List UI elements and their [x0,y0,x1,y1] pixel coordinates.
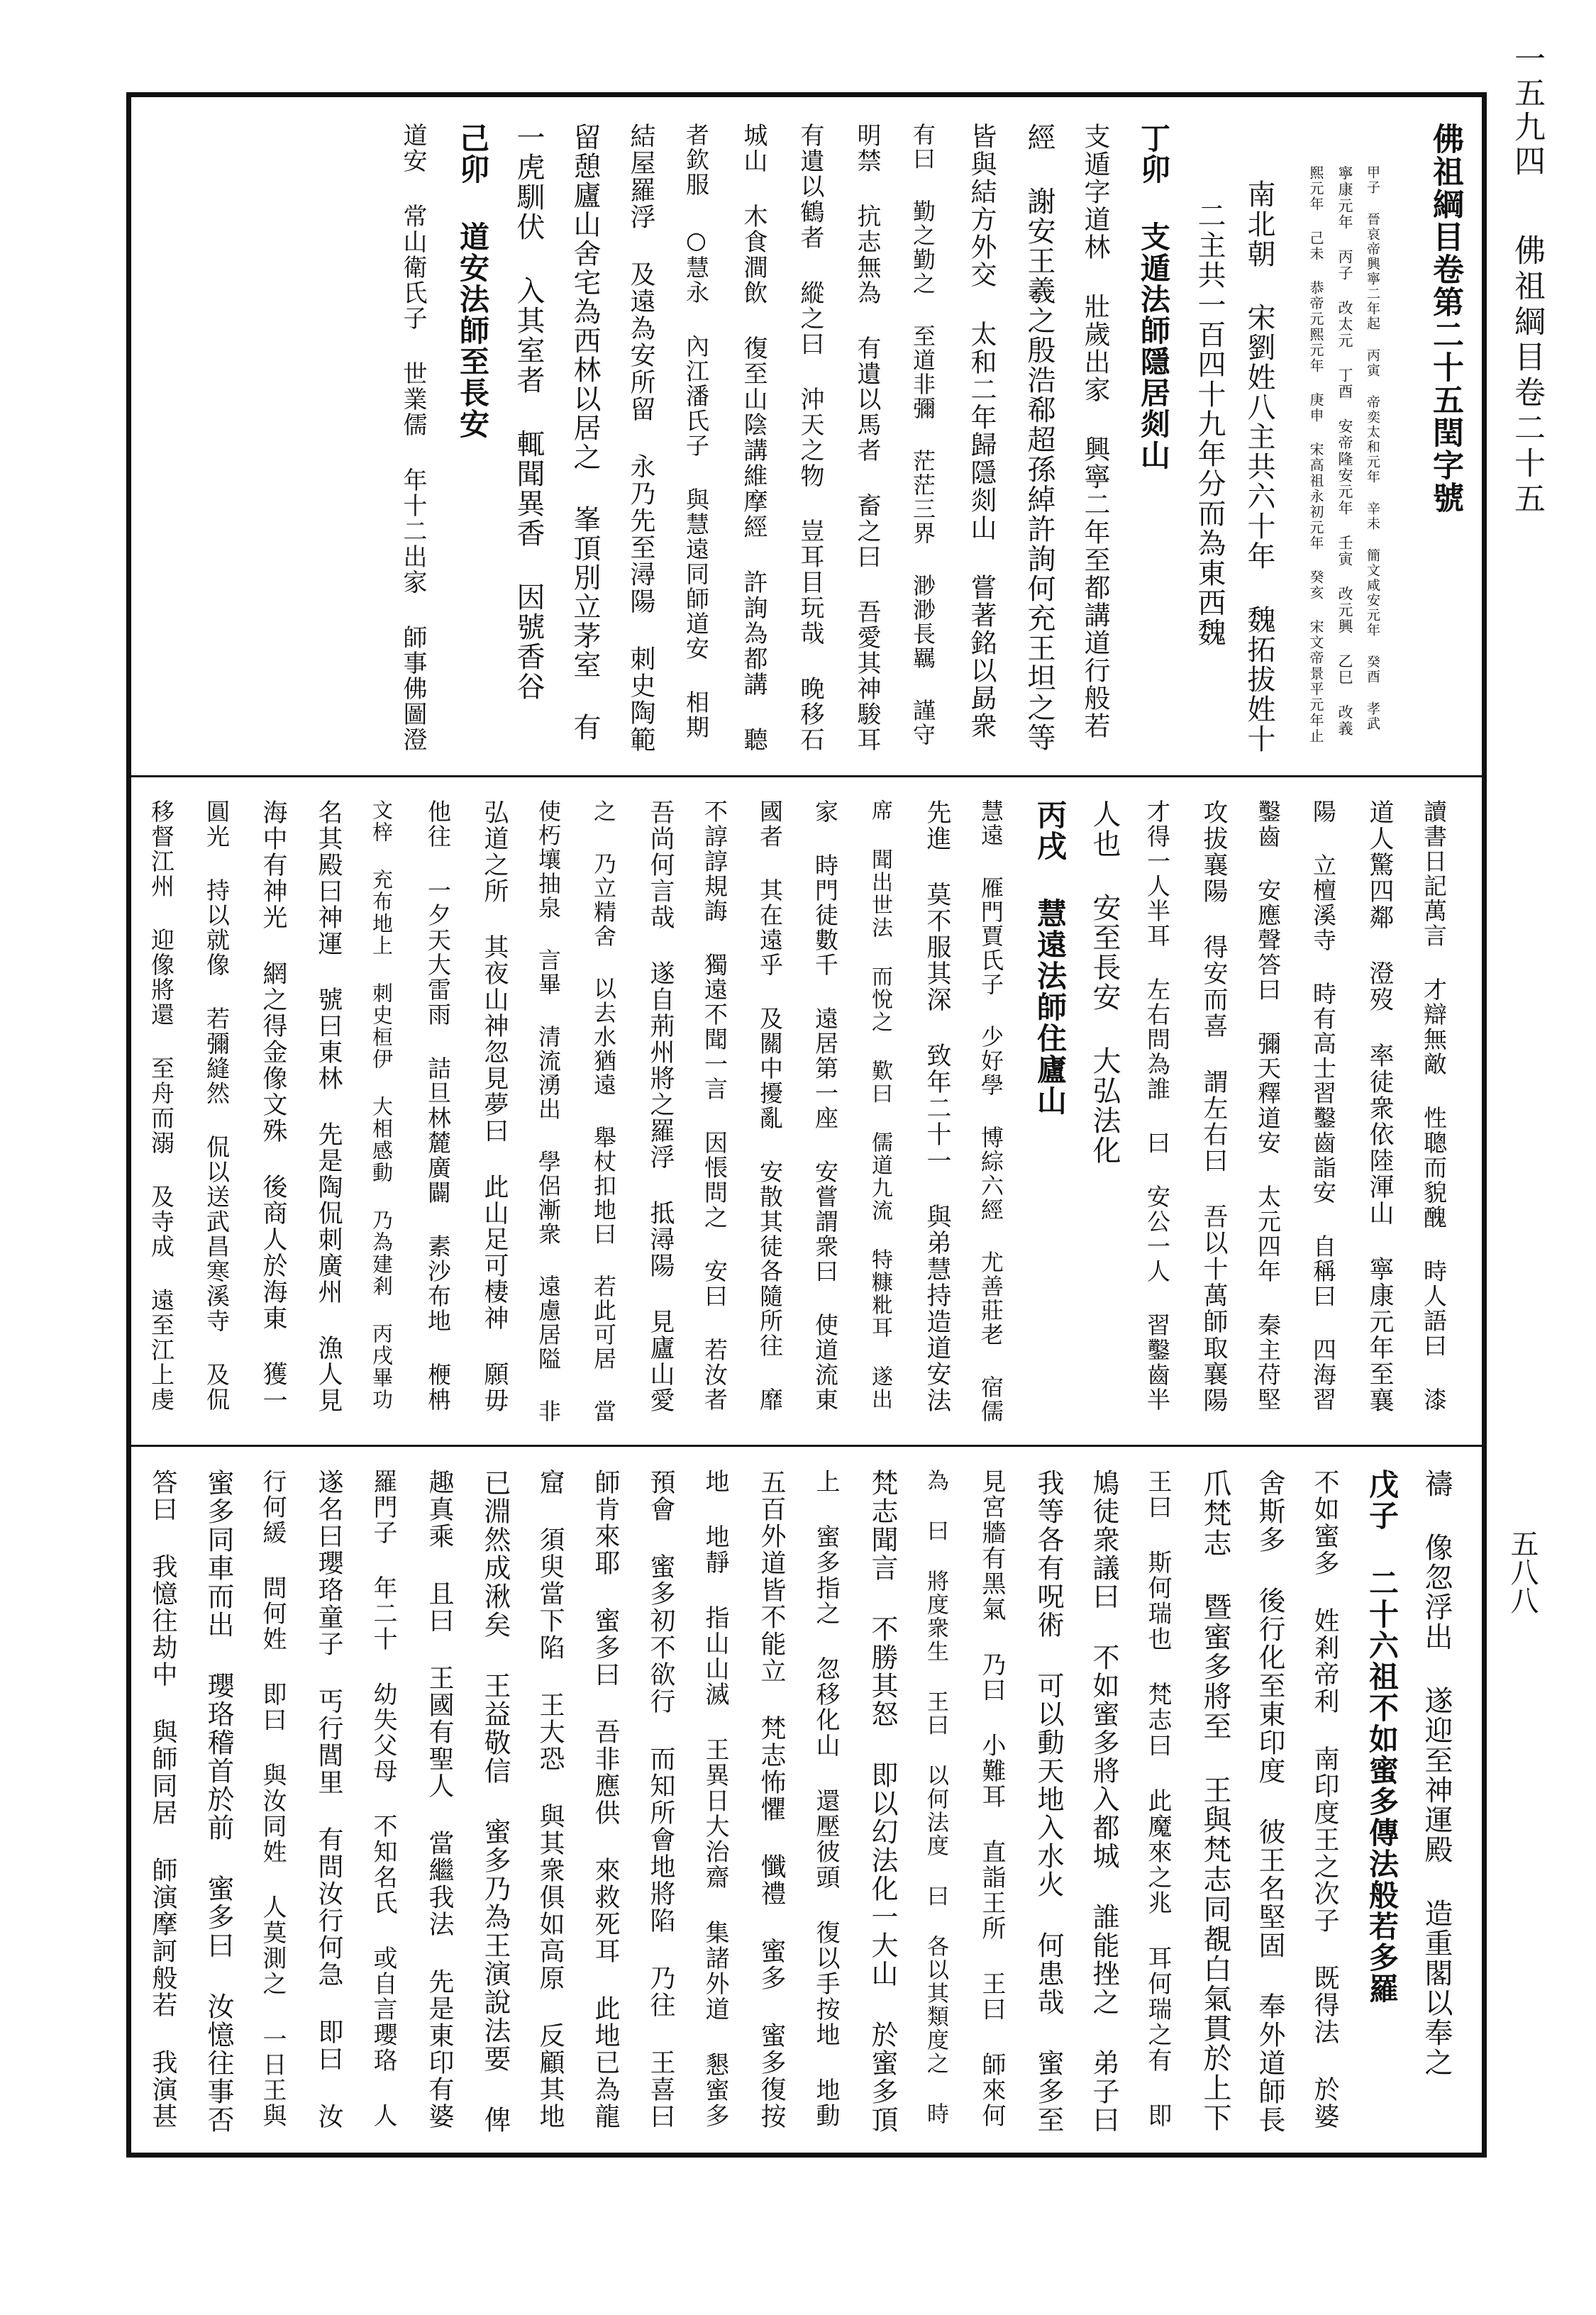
register-3 [145,1469,1479,2136]
text-column: 名其殿曰神運 號曰東林 先是陶侃刺廣州 漁人見 [314,799,343,1414]
text-column: 皆與結方外交 太和二年歸隱剡山 嘗著銘以勗衆 [966,123,997,740]
text-column: 文梓 充布地上 刺史桓伊 大相感動 乃為建剎 丙戌畢功 [370,799,394,1411]
text-column: 國者 其在遠乎 及關中擾亂 安散其徒各隨所往 靡 [756,799,784,1412]
text-column: 我等各有呪術 可以動天地入水火 何患哉 蜜多至 [1033,1469,1064,2134]
header-folio: 五八八 [1506,1529,1539,1614]
register-2 [145,799,1479,1423]
text-column: 不如蜜多 姓剎帝利 南印度王之次子 既得法 於婆 [1310,1469,1339,2130]
heading-column: 己卯 道安法師至長安 [455,123,490,440]
text-column: 五百外道皆不能立 梵志怖懼 懺禮 蜜多 蜜多復按 [757,1469,786,2130]
header-title: 佛祖綱目卷二十五 [1509,234,1545,518]
text-column: 使朽壤抽泉 言畢 清流湧出 學侶漸衆 遠慮居隘 非 [535,799,562,1423]
text-column: 他往 一夕天大雷雨 詰旦林麓廣闢 素沙布地 楩柟 [424,799,452,1412]
text-column: 舍斯多 後行化至東印度 彼王名堅固 奉外道師長 [1254,1469,1285,2134]
text-column: 席 聞出世法 而悅之 歎曰 儒道九流 特糠粃耳 遂出 [868,799,892,1411]
text-column: 甲子 晉哀帝興寧二年起 丙寅 帝奕太和元年 辛未 簡文咸安元年 癸酉 孝武 [1365,165,1380,731]
text-column: 道人驚四鄰 澄歿 率徒衆依陸渾山 寧康元年至襄 [1365,799,1394,1414]
text-column: 鳩徒衆議曰 不如蜜多將入都城 誰能挫之 弟子曰 [1088,1469,1119,2134]
text-column: 見宮牆有黑氣 乃曰 小難耳 直詣王所 王曰 師來何 [977,1469,1006,2128]
text-column: 結屋羅浮 及遠為安所留 永乃先至潯陽 刺史陶範 [626,123,655,753]
register-divider-1 [131,775,1482,777]
heading-column: 丁卯 支遁法師隱居剡山 [1136,123,1171,471]
text-column: 人也 安至長安 大弘法化 [1088,799,1121,1165]
text-column: 陽 立檀溪寺 時有高士習鑿齒詣安 自稱曰 四海習 [1309,799,1337,1412]
text-column: 攻拔襄陽 得安而喜 謂左右曰 吾以十萬師取襄陽 [1199,799,1228,1414]
text-column: 弘道之所 其夜山神忽見夢曰 此山足可棲神 願毋 [480,799,509,1414]
header-volume-page: 一五九四 [1509,43,1545,179]
text-column: 明禁 抗志無為 有遺以馬者 畜之曰 吾愛其神駿耳 [853,123,881,753]
text-column: 上 蜜多指之 忽移化山 還壓彼頭 復以手按地 地動 [811,1469,840,2128]
text-column: 留憩廬山舍宅為西林以居之 峯頂別立茅室 有 [569,123,601,742]
text-column: 城山 木食澗飲 復至山陰講維摩經 許詢為都講 聽 [739,123,767,753]
text-column: 南北朝 宋劉姓八主共六十年 魏拓拔姓十 [1243,179,1275,754]
text-column: 慧遠 雁門賈氏子 少好學 博綜六經 尤善莊老 宿儒 [977,799,1004,1423]
page-frame [126,92,1487,2158]
text-column: 禱 像忽浮出 遂迎至神運殿 造重閣以奉之 [1420,1469,1453,2077]
text-column: 支遁字道林 壯歲出家 興寧二年至都講道行般若 [1080,123,1110,740]
text-column: 王曰 斯何瑞也 梵志曰 此魔來之兆 耳何瑞之有 即 [1143,1469,1172,2128]
text-column: 二主共一百四十九年分而為東西魏 [1193,201,1226,648]
text-column: 不諄諄規誨 獨遠不聞一言 因悵問之 安曰 若汝者 [701,799,728,1412]
text-column: 蜜多同車而出 瓔珞稽首於前 蜜多曰 汝憶往事否 [203,1469,234,2134]
text-column: 師肯來耶 蜜多曰 吾非應供 來救死耳 此地已為龍 [591,1469,620,2130]
text-column: 經 謝安王羲之殷浩郗超孫綽許詢何充王坦之等 [1023,123,1055,753]
heading-column: 丙戌 慧遠法師住廬山 [1033,799,1068,1116]
text-column: 爪梵志 暨蜜多將至 王與梵志同覩白氣貫於上下 [1199,1469,1231,2133]
text-column: 寧康元年 丙子 改太元 丁酉 安帝隆安元年 壬寅 改元興 乙巳 改義 [1336,165,1353,737]
text-column: 一虎馴伏 入其室者 輒聞異香 因號香谷 [512,123,545,701]
text-column: 吾尚何言哉 遂自荊州將之羅浮 抵潯陽 見廬山愛 [646,799,675,1414]
text-column: 梵志聞言 不勝其怒 即以幻法化一大山 於蜜多頂 [867,1469,898,2134]
text-column: 為 曰 將度衆生 王曰 以何法度 曰 各以其類度之 時 [923,1469,948,2126]
text-column: 熙元年 己未 恭帝元熙元年 庚申 宋高祖永初元年 癸亥 宋文帝景平元年止 [1307,165,1324,744]
text-column: 遂名曰瓔珞童子 丐行閭里 有問汝行何急 即曰 汝 [314,1469,343,2130]
text-column: 佛祖綱目卷第二十五閏字號 [1427,123,1463,514]
text-column: 讀書日記萬言 才辯無敵 性聰而貌醜 時人語曰 漆 [1420,799,1448,1412]
text-column: 窟 須臾當下陷 王大恐 與其衆俱如高原 反顧其地 [536,1469,565,2130]
text-column: 答曰 我憶往劫中 與師同居 師演摩訶般若 我演甚 [148,1469,177,2130]
register-1 [145,123,1479,754]
text-column: 地 地靜 指山山滅 王異日大治齋 集諸外道 懇蜜多 [701,1469,729,2128]
text-column: 道安 常山衛氏子 世業儒 年十二出家 師事佛圖澄 [399,123,427,753]
text-column: 海中有神光 網之得金像文殊 後商人於海東 獲一 [259,799,287,1414]
text-column: 羅門子 年二十 幼失父母 不知名氏 或自言瓔珞 人 [369,1469,397,2128]
text-column: 已淵然成湫矣 王益敬信 蜜多乃為王演說法要 俾 [480,1469,511,2134]
text-column: 趣真乘 且曰 王國有聖人 當繼我法 先是東印有婆 [425,1469,454,2130]
text-column: 之 乃立精舍 以去水猶遠 舉杖扣地曰 若此可居 當 [590,799,617,1423]
text-column: 圓光 持以就像 若彌縫然 侃以送武昌寒溪寺 及侃 [203,799,231,1412]
text-column: 者欽服 ○慧永 內江潘氏子 與慧遠同師道安 相期 [682,123,710,740]
text-column: 移督江州 迎像將還 至舟而溺 及寺成 遠至江上虔 [148,799,175,1412]
text-column: 家 時門徒數千 遠居第一座 安嘗謂衆曰 使道流東 [811,799,839,1412]
heading-column: 戊子 二十六祖不如蜜多傳法般若多羅 [1365,1469,1400,2004]
text-column: 才得一人半耳 左右問為誰 曰 安公一人 習鑿齒半 [1143,799,1171,1412]
text-column: 先進 莫不服其深 致年二十一 與弟慧持造道安法 [923,799,951,1414]
text-column: 鑿齒 安應聲答曰 彌天釋道安 太元四年 秦主苻堅 [1254,799,1282,1412]
text-column: 預會 蜜多初不欲行 而知所會地將陷 乃往 王喜曰 [646,1469,675,2130]
text-column: 行何緩 問何姓 即曰 與汝同姓 人莫測之 一日王與 [258,1469,287,2128]
text-column: 有遺以鶴者 縱之曰 沖天之物 豈耳目玩哉 晚移石 [796,123,824,753]
text-column: 有曰 勤之勤之 至道非彌 茫茫三界 渺渺長羈 謹守 [909,123,936,747]
register-divider-2 [131,1445,1482,1447]
